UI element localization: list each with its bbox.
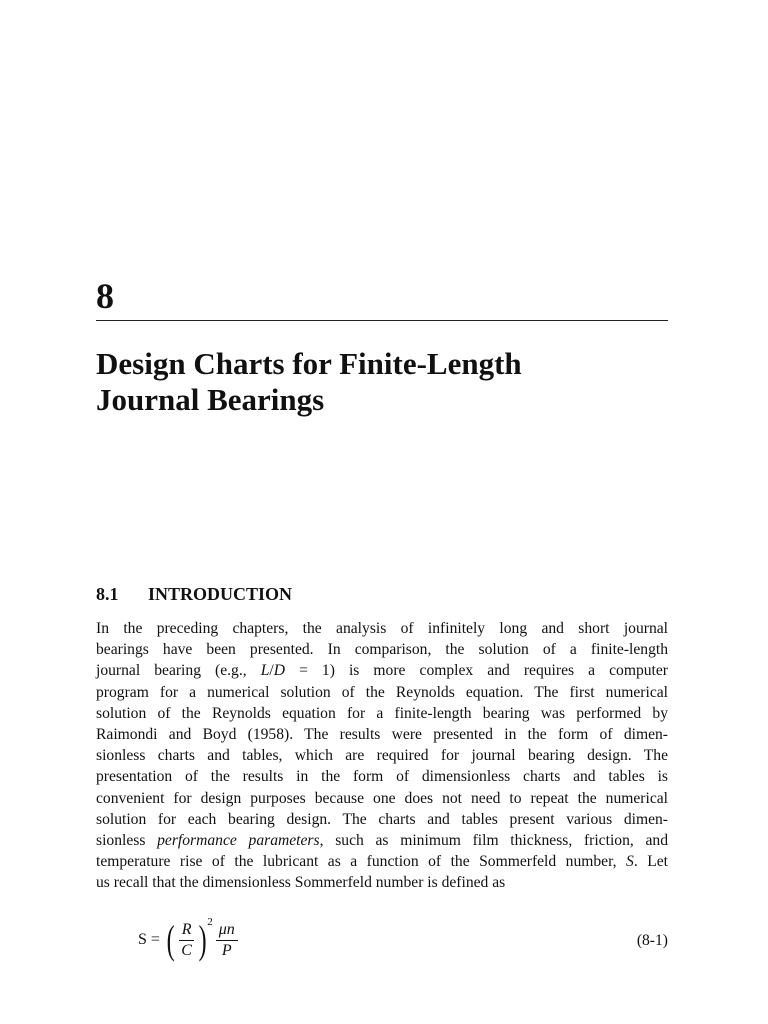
- sommerfeld-equation: [96, 910, 668, 970]
- paragraph-line: presentation of the results in the form of dimensionless charts and tables is: [96, 768, 668, 786]
- section-number: 8.1: [96, 584, 119, 604]
- paragraph-line: sionless charts and tables, which are required for journal bearing design. The: [96, 747, 668, 765]
- equation-lhs: S =: [138, 931, 160, 948]
- right-paren: ): [198, 917, 207, 962]
- fraction-denominator: C: [181, 941, 192, 959]
- fraction-r-over-c: [178, 920, 195, 961]
- paragraph-line: In the preceding chapters, the analysis of infinitely long and short journal: [96, 620, 668, 637]
- paragraph-line: us recall that the dimensionless Sommerfeld number is defined as: [96, 874, 506, 892]
- chapter-number: 8: [96, 276, 114, 316]
- introduction-paragraph: [96, 618, 668, 894]
- paragraph-line: Raimondi and Boyd (1958). The results were presented in the form of dimen-: [96, 726, 668, 744]
- equation-number: (8-1): [636, 932, 668, 949]
- fraction-mu-n-over-p: [216, 920, 238, 961]
- fraction-numerator: μn: [216, 920, 238, 941]
- section-heading: [96, 582, 292, 606]
- paragraph-line: solution for each bearing design. The charts and tables present various dimen-: [96, 810, 668, 828]
- equation-body: [138, 910, 239, 970]
- paragraph-line: temperature rise of the lubricant as a function of the Sommerfeld number, S. Let: [96, 853, 668, 871]
- paragraph-line: bearings have been presented. In comparison, the solution of a finite-length: [96, 641, 668, 659]
- fraction-numerator: R: [179, 920, 195, 941]
- chapter-rule: [96, 320, 668, 321]
- paragraph-line: convenient for design purposes because one does not need to repeat the numerical: [96, 789, 668, 807]
- fraction-denominator: P: [221, 941, 232, 959]
- chapter-title: [96, 346, 676, 418]
- paragraph-line: journal bearing (e.g., L/D = 1) is more complex and requires a computer: [96, 662, 668, 680]
- chapter-title-line-1: Design Charts for Finite-Length: [96, 346, 522, 381]
- paragraph-line: solution of the Reynolds equation for a finite-length bearing was performed by: [96, 704, 668, 722]
- section-title: INTRODUCTION: [148, 584, 293, 604]
- paragraph-line: sionless performance parameters, such as minimum film thickness, friction, and: [96, 832, 669, 850]
- chapter-title-line-2: Journal Bearings: [96, 382, 325, 417]
- exponent: 2: [207, 916, 213, 928]
- paragraph-line: program for a numerical solution of the Reynolds equation. The first numerical: [96, 683, 668, 701]
- left-paren: (: [166, 917, 175, 962]
